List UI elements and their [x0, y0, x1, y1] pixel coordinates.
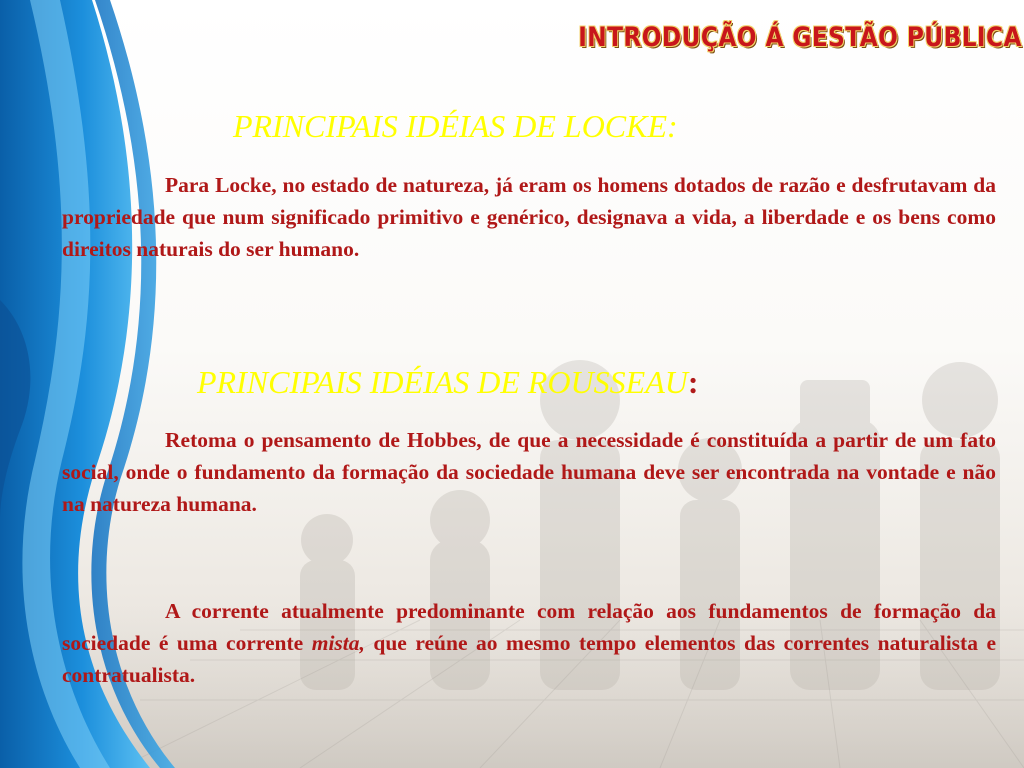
- conclusion-text-before: A corrente atualmente predominante com relação aos fundamentos de formação da sociedade é uma corrente: [62, 599, 996, 655]
- rousseau-heading-colon: :: [687, 364, 699, 400]
- rousseau-heading: [197, 364, 699, 401]
- conclusion-emphasis: mista,: [311, 631, 365, 655]
- conclusion-paragraph: [62, 595, 996, 691]
- conclusion-text-after: que reúne ao mesmo tempo elementos das correntes naturalista e contratualista.: [62, 631, 996, 687]
- presentation-title: INTRODUÇÃO Á GESTÃO PÚBLICA: [578, 22, 1022, 53]
- rousseau-paragraph: Retoma o pensamento de Hobbes, de que a necessidade é constituída a partir de um fato social, onde o fundamento da formação da sociedade humana deve ser encontrada na vontade e não na natureza humana.: [62, 428, 996, 516]
- locke-heading: PRINCIPAIS IDÉIAS DE LOCKE:: [233, 108, 678, 144]
- rousseau-heading-text: PRINCIPAIS IDÉIAS DE ROUSSEAU: [197, 364, 688, 400]
- locke-paragraph: Para Locke, no estado de natureza, já eram os homens dotados de razão e desfrutavam da propriedade que num significado primitivo e genérico, designava a vida, a liberdade e os bens como direitos naturais do ser humano.: [62, 173, 996, 261]
